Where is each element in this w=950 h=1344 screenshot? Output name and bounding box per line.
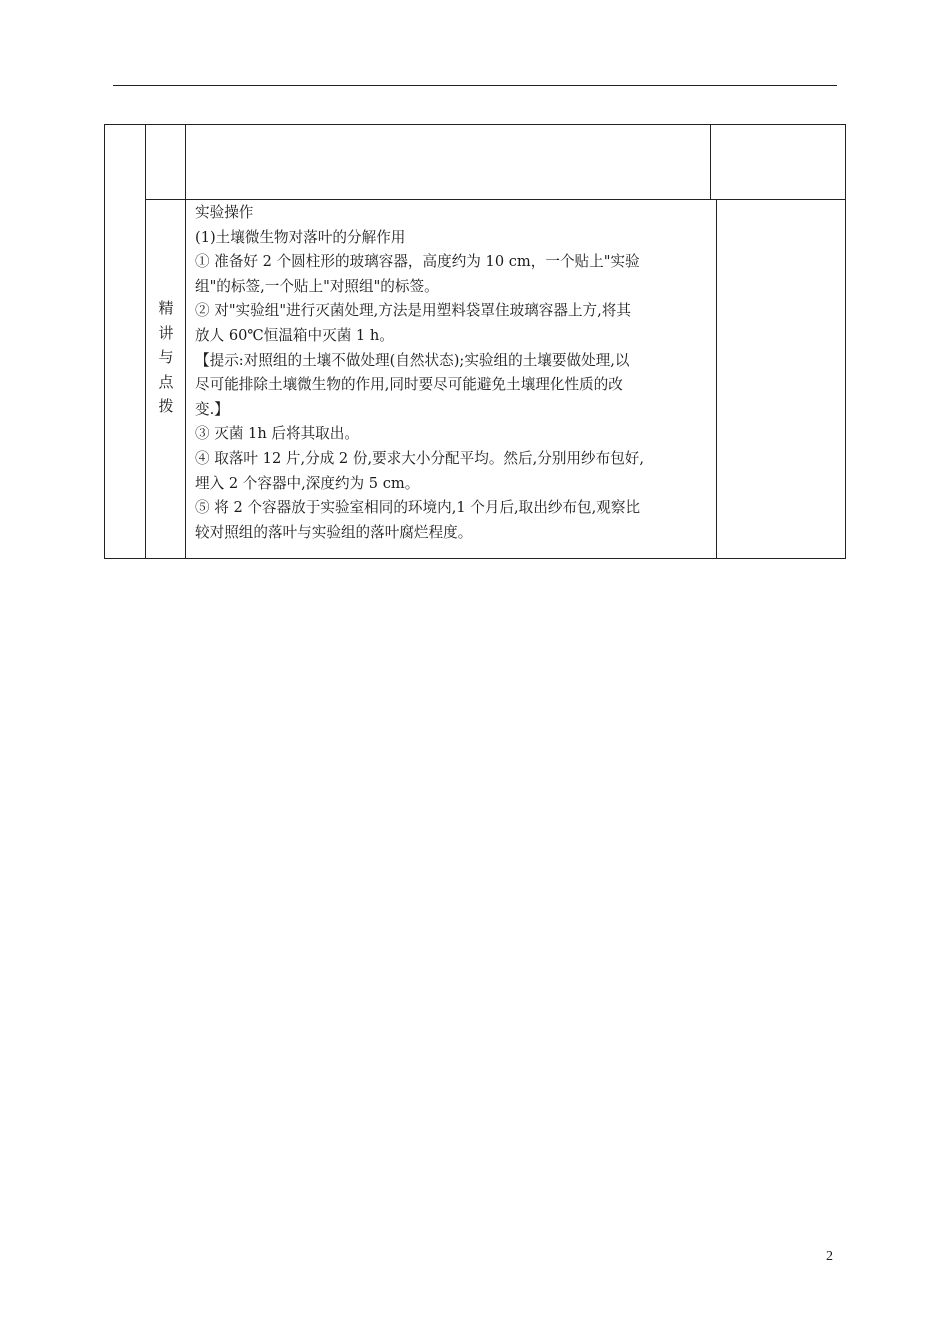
text-line: 放人 60℃恒温箱中灭菌 1 h。 [195,326,394,344]
hint-line: 尽可能排除土壤微生物的作用,同时要尽可能避免土壤理化性质的改 [195,376,623,394]
column-divider-3-upper [710,124,711,199]
table-top-border [104,124,846,125]
text-line: ⑤ 将 2 个容器放于实验室相同的环境内,1 个月后,取出纱布包,观察比 [195,499,641,517]
text-line: ③ 灭菌 1h 后将其取出。 [195,425,359,443]
text-line: ② 对"实验组"进行灭菌处理,方法是用塑料袋罩住玻璃容器上方,将其 [195,302,631,320]
table-right-border [845,124,846,559]
lesson-table [104,124,846,559]
text-line: 组"的标签,一个贴上"对照组"的标签。 [195,277,439,295]
section-heading: 实验操作 [195,204,254,221]
subsection-heading: (1)土壤微生物对落叶的分解作用 [195,228,406,246]
hint-line: 变.】 [195,400,229,418]
table-bottom-border [104,558,846,559]
text-line: 较对照组的落叶与实验组的落叶腐烂程度。 [195,523,473,541]
header-rule [113,85,837,86]
side-label-char: 讲 [158,323,174,342]
text-line: 埋入 2 个容器中,深度约为 5 cm。 [195,474,420,492]
side-label-char: 精 [158,299,174,317]
text-line: ① 准备好 2 个圆柱形的玻璃容器，高度约为 10 cm，一个贴上"实验 [195,253,640,271]
table-left-border [104,124,105,559]
hint-line: 【提示:对照组的土壤不做处理(自然状态);实验组的土壤要做处理,以 [195,351,630,369]
experiment-procedure-text [195,201,715,545]
side-label-char: 拨 [158,397,174,416]
row-divider [145,199,846,200]
column-divider-3-lower [716,199,717,559]
side-label-jingjiang-yu-dianbo [146,296,186,419]
side-label-char: 与 [158,348,174,367]
text-line: ④ 取落叶 12 片,分成 2 份,要求大小分配平均。然后,分别用纱布包好, [195,449,645,467]
page-number: 2 [826,1249,833,1264]
side-label-char: 点 [158,372,174,391]
